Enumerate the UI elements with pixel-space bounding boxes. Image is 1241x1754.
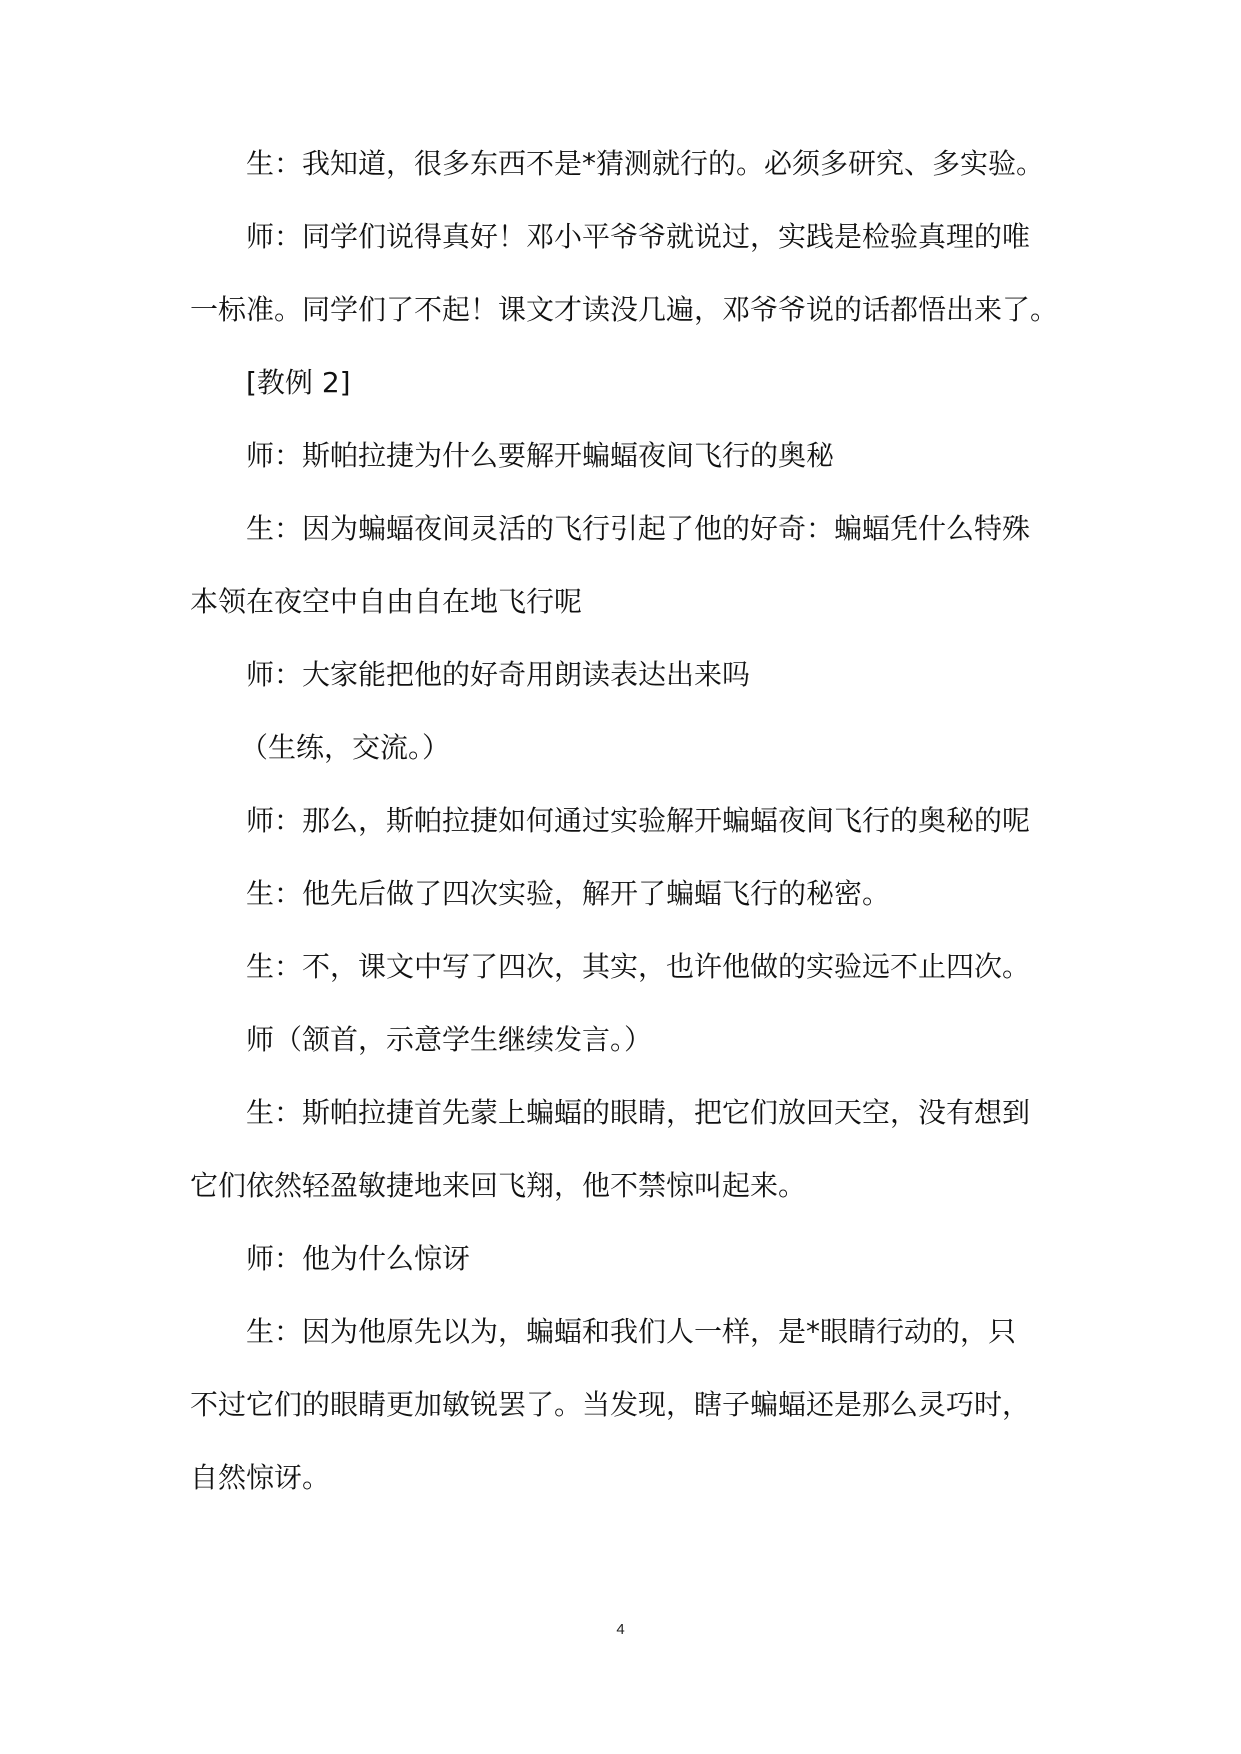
paragraph-line: 生：他先后做了四次实验，解开了蝙蝠飞行的秘密。 [246, 877, 891, 910]
paragraph-line-continuation: 本领在夜空中自由自在地飞行呢 [190, 585, 583, 618]
section-heading: [教例 2] [246, 366, 351, 399]
paragraph-line: 师：同学们说得真好！邓小平爷爷就说过，实践是检验真理的唯 [246, 220, 1031, 253]
paragraph-line: 师：他为什么惊讶 [246, 1242, 471, 1275]
paragraph-line: 生：不，课文中写了四次，其实，也许他做的实验远不止四次。 [246, 950, 1031, 983]
paragraph-line-continuation: 它们依然轻盈敏捷地来回飞翔，他不禁惊叫起来。 [190, 1169, 807, 1202]
paragraph-line: 生：斯帕拉捷首先蒙上蝙蝠的眼睛，把它们放回天空，没有想到 [246, 1096, 1031, 1129]
paragraph-line: 生：我知道，很多东西不是*猜测就行的。必须多研究、多实验。 [246, 147, 1045, 180]
paragraph-line: 师：斯帕拉捷为什么要解开蝙蝠夜间飞行的奥秘 [246, 439, 835, 472]
page-number: 4 [616, 1621, 625, 1638]
paragraph-line-continuation: 自然惊讶。 [190, 1461, 331, 1494]
paragraph-line: 生：因为蝙蝠夜间灵活的飞行引起了他的好奇：蝙蝠凭什么特殊 [246, 512, 1031, 545]
paragraph-line: 师：大家能把他的好奇用朗读表达出来吗 [246, 658, 751, 691]
paragraph-line: （生练，交流。） [240, 731, 451, 764]
paragraph-line: 师（颔首，示意学生继续发言。） [246, 1023, 653, 1056]
document-body [190, 142, 1060, 1529]
paragraph-line-continuation: 一标准。同学们了不起！课文才读没几遍，邓爷爷说的话都悟出来了。 [190, 293, 1059, 326]
paragraph-line: 师：那么，斯帕拉捷如何通过实验解开蝙蝠夜间飞行的奥秘的呢 [246, 804, 1031, 837]
paragraph-line: 生：因为他原先以为，蝙蝠和我们人一样，是*眼睛行动的，只 [246, 1315, 1017, 1348]
paragraph-line-continuation: 不过它们的眼睛更加敏锐罢了。当发现，瞎子蝙蝠还是那么灵巧时， [190, 1388, 1031, 1421]
